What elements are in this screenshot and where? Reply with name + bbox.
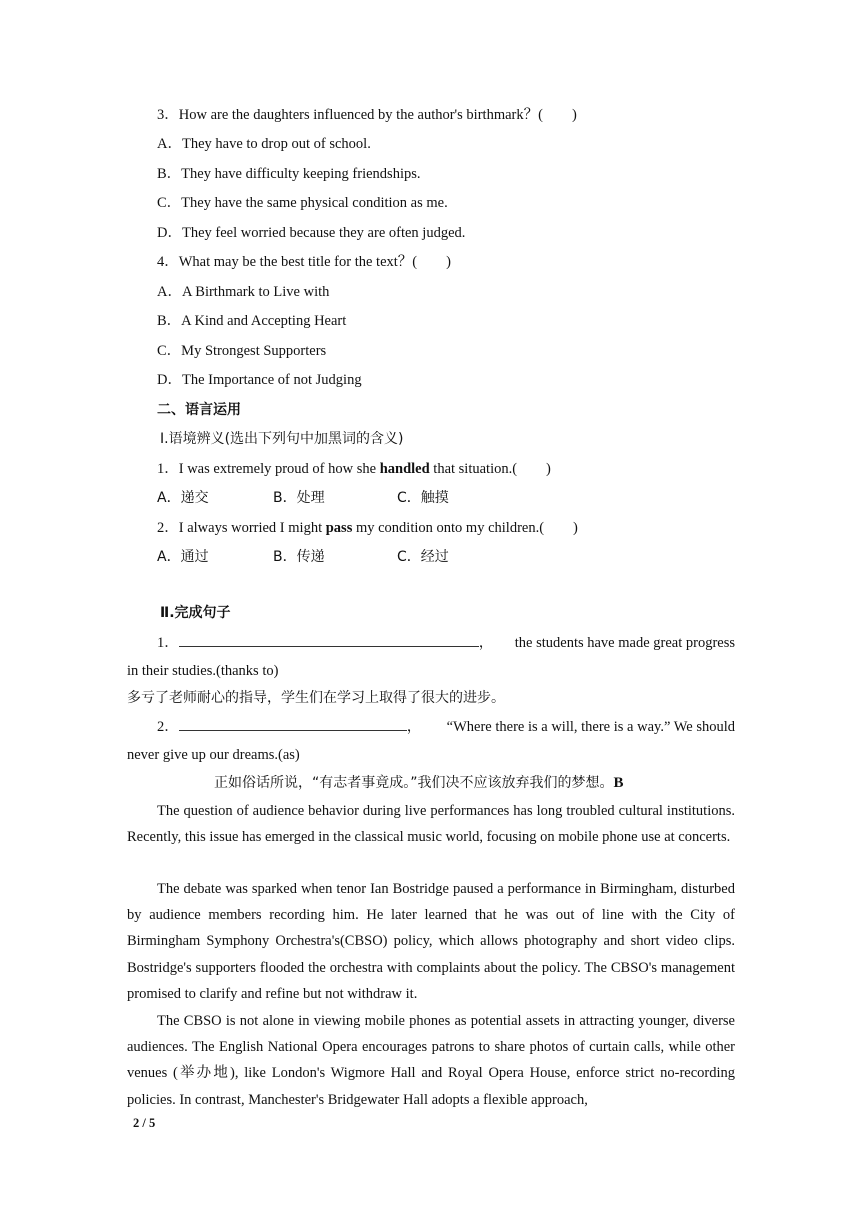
sentence-question-1-translation: 多亏了老师耐心的指导，学生们在学习上取得了很大的进步。 <box>127 690 505 706</box>
vocab-question-2-option-c: C．经过 <box>397 549 449 565</box>
sentence-question-1-tail: the students have made great progress <box>514 635 735 651</box>
vocab-question-2-number: 2． <box>157 520 179 536</box>
vocab-question-2-options <box>157 548 557 566</box>
question-3-option-d: D．They feel worried because they are often judged. <box>157 225 466 241</box>
passage-paragraph-3: The CBSO is not alone in viewing mobile phones as potential assets in attracting younger, diverse audiences. The English National Opera encourages patrons to share photos of curtain calls, while other venues (举办地), like London's Wigmore Hall and Royal Opera House, enforce strict no-recording policies. In contrast, Manchester's Bridgewater Hall adopts a flexible approach, <box>127 1013 735 1108</box>
part-2-title: Ⅱ.完成句子 <box>160 605 231 621</box>
vocab-question-1-option-a: A．递交 <box>157 490 209 506</box>
vocab-question-2-option-a: A．通过 <box>157 549 209 565</box>
sentence-question-2-translation: 正如俗话所说，“有志者事竟成。”我们决不应该放弃我们的梦想。 <box>214 775 614 791</box>
question-3-option-a: A．They have to drop out of school. <box>157 136 371 152</box>
vocab-question-1 <box>157 460 551 478</box>
vocab-question-1-bold-word: handled <box>379 461 430 477</box>
sentence-question-2-number: 2． <box>157 719 179 735</box>
passage-paragraph-1: The question of audience behavior during live performances has long troubled cultural institutions. Recently, this issue has emerged in the classical music world, focusing on mobile phone use at concerts. <box>127 803 735 846</box>
page-number: 2 / 5 <box>133 1116 156 1130</box>
question-3-option-b: B．They have difficulty keeping friendships. <box>157 166 421 182</box>
vocab-question-2 <box>157 519 578 537</box>
sentence-question-2-comma: ， <box>406 719 422 735</box>
sentence-question-1-number: 1． <box>157 635 179 651</box>
passage-paragraph-2: The debate was sparked when tenor Ian Bostridge paused a performance in Birmingham, disturbed by audience members recording him. He later learned that he was out of line with the City of Birmingham Symphony Orchestra's(CBSO) policy, which allows photography and short video clips. Bostridge's supporters flooded the orchestra with complaints about the policy. The CBSO's management promised to clarify and refine but not withdraw it. <box>127 881 735 1002</box>
sentence-question-1-comma: ， <box>478 635 494 651</box>
question-4-option-d: D．The Importance of not Judging <box>157 372 362 388</box>
vocab-question-2-pre: I always worried I might <box>178 520 326 536</box>
section-2-title: 二、语言运用 <box>157 402 241 418</box>
question-4-option-a: A．A Birthmark to Live with <box>157 284 330 300</box>
sentence-question-1 <box>157 634 735 652</box>
vocab-question-1-option-c: C．触摸 <box>397 490 449 506</box>
vocab-question-2-post: my condition onto my children.( ) <box>352 520 578 536</box>
part-1-title: Ⅰ.语境辨义(选出下列句中加黑词的含义) <box>160 431 404 447</box>
section-letter: B <box>613 775 624 791</box>
question-4-stem: 4．What may be the best title for the text？( ) <box>157 254 451 270</box>
sentence-question-2-continuation: never give up our dreams.(as) <box>127 747 300 763</box>
vocab-question-1-pre: I was extremely proud of how she <box>178 461 380 477</box>
sentence-question-1-continuation: in their studies.(thanks to) <box>127 663 279 679</box>
question-3-stem: 3．How are the daughters influenced by the author's birthmark？( ) <box>157 107 577 123</box>
sentence-question-2-translation-line <box>214 774 624 792</box>
vocab-question-2-option-b: B．传递 <box>273 549 325 565</box>
sentence-question-2 <box>157 718 735 736</box>
sentence-question-2-tail: “Where there is a will, there is a way.” We should <box>446 719 735 735</box>
vocab-question-1-number: 1． <box>157 461 179 477</box>
question-3-option-c: C．They have the same physical condition as me. <box>157 195 448 211</box>
vocab-question-1-options <box>157 489 557 507</box>
question-4-option-b: B．A Kind and Accepting Heart <box>157 313 347 329</box>
answer-blank-2[interactable] <box>179 718 407 731</box>
vocab-question-1-post: that situation.( ) <box>429 461 551 477</box>
answer-blank-1[interactable] <box>179 634 479 647</box>
question-4-option-c: C．My Strongest Supporters <box>157 343 327 359</box>
vocab-question-2-bold-word: pass <box>325 520 353 536</box>
vocab-question-1-option-b: B．处理 <box>273 490 325 506</box>
